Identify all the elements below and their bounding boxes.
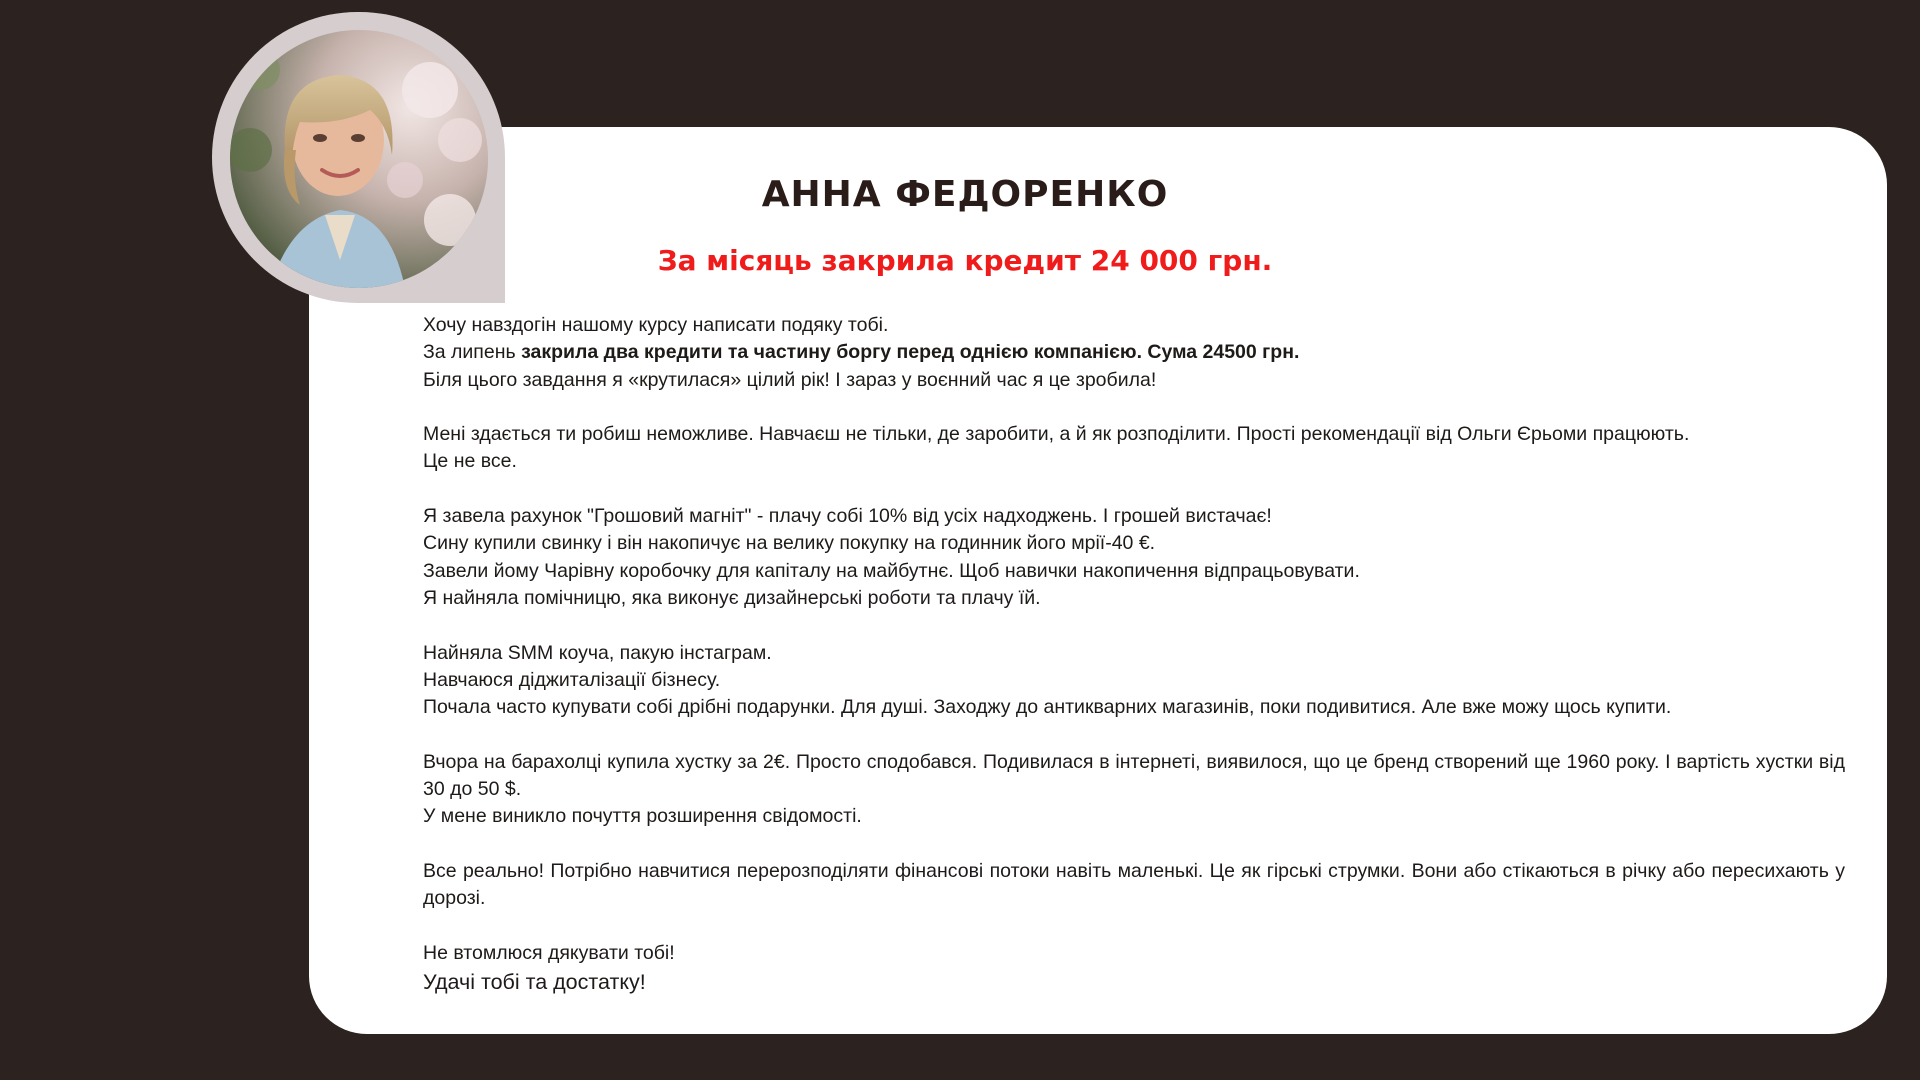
text-line: Мені здається ти робиш неможливе. Навчаєш не тільки, де заробити, а й як розподілити. Прості рекомендації від Ольги Єрьоми працюють. [423,423,1690,446]
text-bold: закрила два кредити та частину боргу перед однією компанією. Сума 24500 грн. [521,341,1300,364]
text-span: За липень [423,341,522,364]
text-line: Сину купили свинку і він накопичує на велику покупку на годинник його мрії-40 €. [423,532,1156,555]
text-line: Удачі тобі та достатку! [423,970,646,995]
text-line: Навчаюся діджиталізації бізнесу. [423,668,721,691]
testimonial-headline: За місяць закрила кредит 24 000 грн. [657,244,1273,277]
text-line: Почала часто купувати собі дрібні подарунки. Для душі. Заходжу до антикварних магазинів, поки подивитися. Але вже можу щось купити. [423,696,1672,719]
text-line: Я найняла помічницю, яка виконує дизайнерські роботи та плачу їй. [423,586,1041,609]
text-line: Не втомлюся дякувати тобі! [423,941,675,964]
text-line: Це не все. [423,450,517,473]
text-paragraph: Все реально! Потрібно навчитися перерозподіляти фінансові потоки навіть маленькі. Це як гірські струмки. Вони або стікаються в річку або пересихають у дорозі. [423,859,1845,910]
text-line [423,339,1845,366]
text-paragraph: Вчора на барахолці купила хустку за 2€. Просто сподобався. Подивилася в інтернеті, виявилося, що це бренд створений ще 1960 року. І вартість хустки від 30 до 50 $. [423,750,1845,801]
text-line: Я завела рахунок "Грошовий магніт" - плачу собі 10% від усіх надходжень. І грошей вистачає! [423,505,1272,528]
text-line: У мене виникло почуття розширення свідомості. [423,805,862,828]
person-name: АННА ФЕДОРЕНКО [761,174,1169,215]
testimonial-text [423,312,1845,997]
text-line: Хочу навздогін нашому курсу написати подяку тобі. [423,314,889,336]
text-line: Завели йому Чарівну коробочку для капіталу на майбутнє. Щоб навички накопичення відпрацьовувати. [423,559,1360,582]
text-line: Біля цього завдання я «крутилася» цілий рік! І зараз у воєнний час я це зробила! [423,368,1157,391]
text-line: Найняла SMM коуча, пакую інстаграм. [423,641,772,664]
